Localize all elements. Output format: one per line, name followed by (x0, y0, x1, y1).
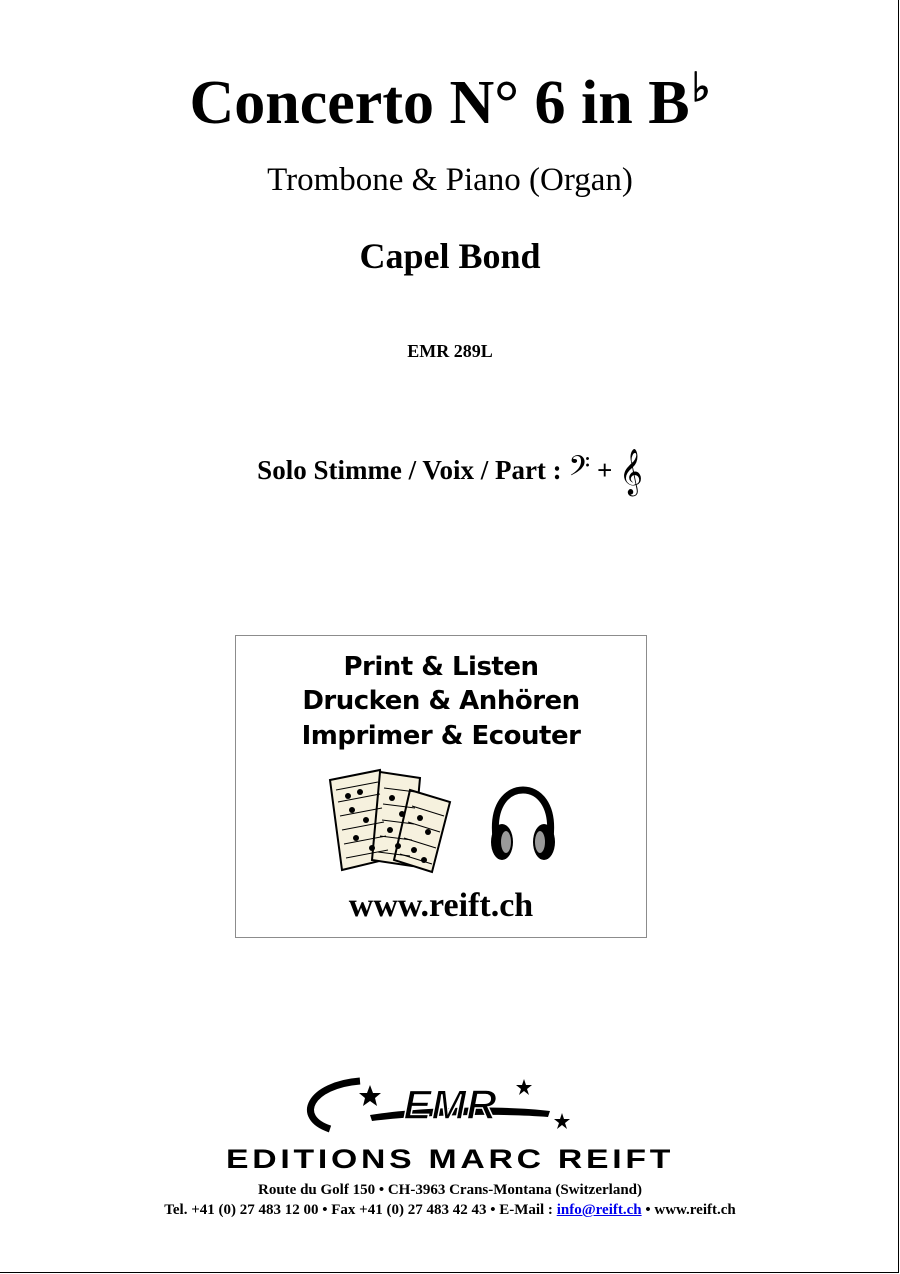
headphones-icon (488, 786, 558, 866)
composer-name: Capel Bond (359, 236, 541, 276)
publisher-name: EDITIONS MARC REIFT (225, 1144, 675, 1174)
promo-line-english: Print & Listen (343, 652, 539, 682)
treble-clef-icon: 𝄞 (619, 449, 643, 494)
catalog-number: EMR 289L (407, 341, 493, 361)
part-plus: + (597, 455, 613, 485)
title-text: Concerto N° 6 in B (189, 69, 690, 137)
sheet-music-icon (328, 766, 458, 876)
promo-url[interactable]: www.reift.ch (348, 887, 534, 924)
contact-prefix: Tel. +41 (0) 27 483 12 00 • Fax +41 (0) 27 483 42 43 • E-Mail : (164, 1202, 553, 1218)
promo-line-german: Drucken & Anhören (302, 686, 580, 716)
instrumentation: Trombone & Piano (Organ) (267, 162, 633, 198)
contact-suffix: • www.reift.ch (645, 1202, 736, 1218)
flat-symbol: ♭ (691, 65, 711, 110)
print-listen-box (235, 635, 647, 938)
part-label: Solo Stimme / Voix / Part : (257, 455, 562, 485)
publisher-address: Route du Golf 150 • CH-3963 Crans-Montana (Switzerland) (258, 1182, 642, 1198)
publisher-contact (0, 1200, 900, 1220)
page-title (0, 48, 900, 143)
promo-line-french: Imprimer & Ecouter (301, 721, 581, 751)
email-link[interactable]: info@reift.ch (556, 1202, 642, 1218)
bass-clef-icon: 𝄢 (568, 452, 591, 489)
emr-logo (300, 1075, 590, 1135)
emr-logo-text: EMR (403, 1081, 497, 1128)
part-line (0, 448, 900, 494)
